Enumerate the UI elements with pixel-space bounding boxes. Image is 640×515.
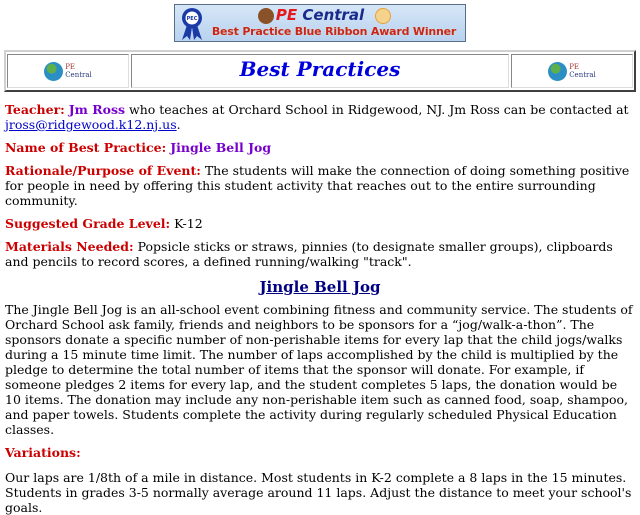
svg-text:PEC: PEC [186, 16, 198, 22]
teacher-info: Teacher: Jm Ross who teaches at Orchard School in Ridgewood, NJ. Jm Ross can be contacted at jross@ridgewood.k12.nj.us. [5, 102, 629, 132]
banner-container [0, 0, 640, 45]
practice-name-value: Jingle Bell Jog [170, 140, 272, 155]
section-heading [5, 278, 635, 300]
pe-central-logo-left[interactable]: PE Central [44, 62, 92, 81]
girl-face-icon [375, 8, 391, 24]
header-logo-right-cell [511, 54, 633, 88]
variations-text: Our laps are 1/8th of a mile in distance. Most students in K-2 complete a 8 laps in the 15 minutes. Students in grades 3-5 normally average around 11 laps. Adjust the distance to meet your school's goals. [5, 470, 632, 515]
teacher-email-link[interactable]: jross@ridgewood.k12.nj.us [5, 117, 177, 132]
header-table [4, 50, 636, 92]
pe-central-logo-right[interactable]: PE Central [548, 62, 596, 81]
grade-level [5, 216, 635, 231]
header-title-cell [131, 54, 509, 88]
banner-subtitle: Best Practice Blue Ribbon Award Winner [211, 25, 457, 38]
grade-level-value: K-12 [170, 216, 203, 231]
globe-icon [44, 62, 63, 81]
banner-brand [175, 7, 465, 23]
teacher-name: Jm Ross [68, 102, 126, 117]
teacher-text: who teaches at Orchard School in Ridgewood, NJ. Jm Ross can be contacted at [125, 102, 629, 117]
rationale-label: Rationale/Purpose of Event: [5, 163, 201, 178]
variations-label: Variations: [5, 445, 81, 460]
materials-label: Materials Needed: [5, 239, 134, 254]
page-title: Best Practices [239, 57, 401, 81]
materials-value: Popsicle sticks or straws, pinnies (to designate smaller groups), clipboards and pencils to record scores, a defined running/walking "track". [5, 239, 613, 269]
description-paragraph: The Jingle Bell Jog is an all-school event combining fitness and community service. The students of Orchard School ask family, friends and neighbors to be sponsors for a “jog/walk-a-thon”. The sponsors donate a specific number of non-perishable items for every lap that the child jogs/walks during a 15 minute time limit. The number of laps accomplished by the child is multiplied by the pledge to determine the total number of items that the sponsor will donate. For example, if someone pledges 2 items for every lap, and the student completes 5 laps, the donation would be 10 items. The donation may include any non-perishable item such as canned food, soap, shampoo, and paper towels. Students complete the activity during regularly scheduled Physical Education classes. [5, 302, 633, 437]
brand-pe: PE [275, 6, 298, 24]
teacher-label: Teacher: [5, 102, 65, 117]
materials [5, 239, 635, 269]
rationale [5, 163, 635, 208]
brand-central: Central [302, 6, 365, 24]
variations-label-line [5, 445, 635, 460]
globe-icon [548, 62, 567, 81]
rationale-value: The students will make the connection of doing something positive for people in need by offering this student activity that reaches out to the entire surrounding community. [5, 163, 630, 208]
header-logo-left-cell [7, 54, 129, 88]
grade-level-label: Suggested Grade Level: [5, 216, 171, 231]
main-content [0, 102, 640, 515]
award-banner [174, 4, 466, 42]
section-heading-text: Jingle Bell Jog [259, 278, 381, 296]
practice-name-label: Name of Best Practice: [5, 140, 167, 155]
practice-name [5, 140, 635, 155]
